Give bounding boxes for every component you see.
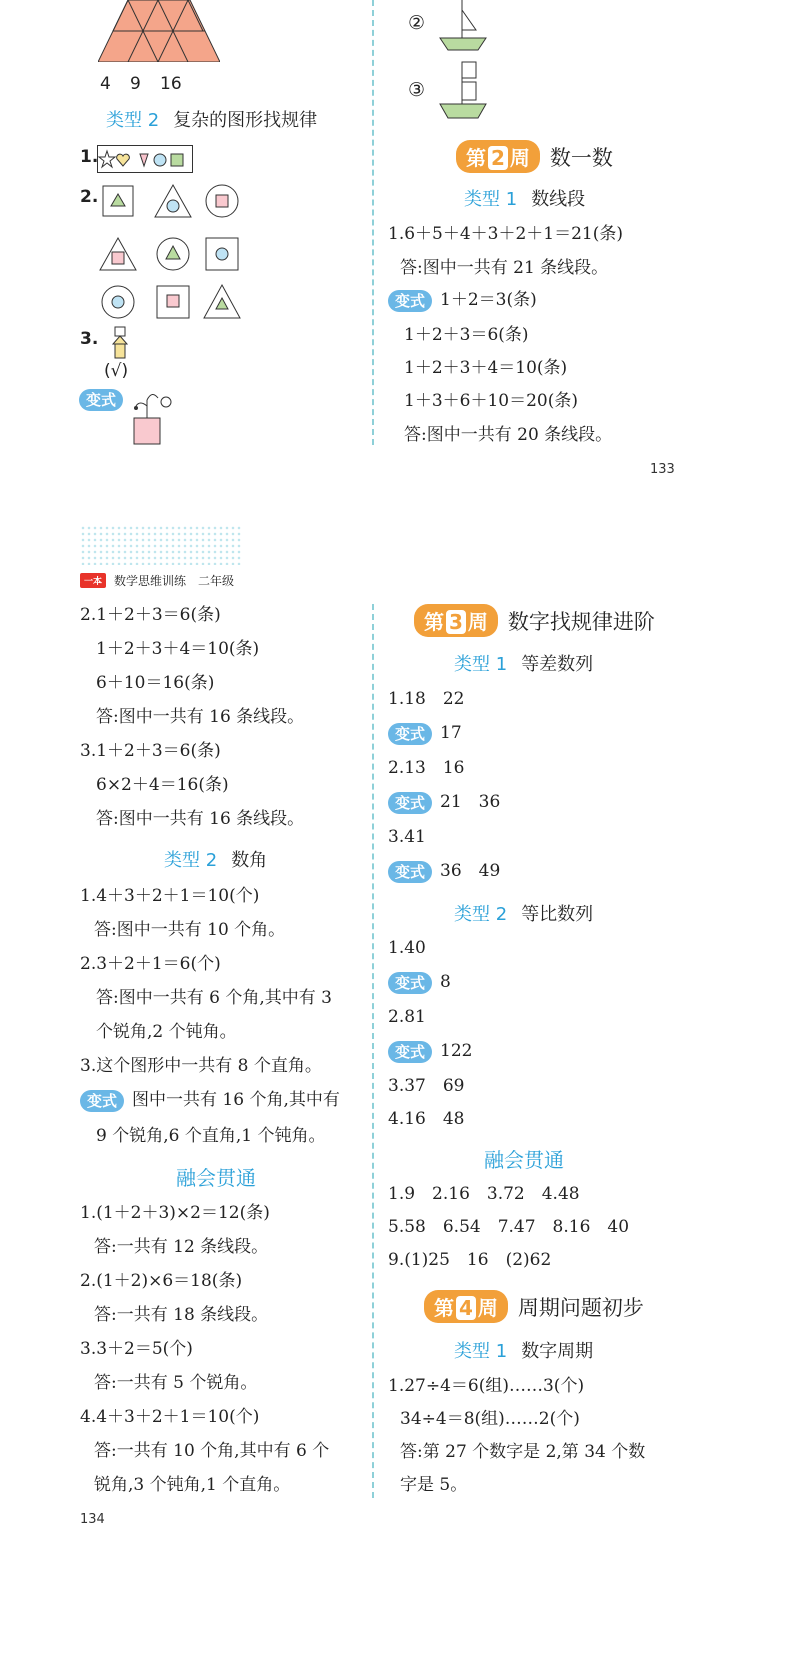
answer-line: 3.这个图形中一共有 8 个直角。 bbox=[80, 1056, 322, 1076]
answer-line: 1.(1＋2＋3)×2＝12(条) bbox=[80, 1203, 270, 1223]
answer-line: 答:图中一共有 16 条线段。 bbox=[96, 809, 305, 829]
answer-line: 答:一共有 12 条线段。 bbox=[94, 1237, 269, 1257]
arrow-shape-icon bbox=[112, 326, 128, 360]
answer-line: 变式 1＋2＝3(条) bbox=[388, 289, 537, 312]
answer-line: 1＋2＋3＝6(条) bbox=[404, 325, 529, 345]
answer-line: 答:第 27 个数字是 2,第 34 个数 bbox=[400, 1442, 646, 1462]
week3-type2-heading: 类型 2 等比数列 bbox=[454, 904, 594, 925]
answer-line: 6×2＋4＝16(条) bbox=[96, 775, 229, 795]
header-title: 数学思维训练 二年级 bbox=[114, 574, 235, 588]
boat-icon bbox=[438, 0, 490, 52]
answer-line: 答:一共有 10 个角,其中有 6 个 bbox=[94, 1441, 330, 1461]
answer-line: 1.6＋5＋4＋3＋2＋1＝21(条) bbox=[388, 224, 624, 244]
week-badge: 第 2 周 bbox=[456, 140, 540, 173]
pattern-shapes-box bbox=[97, 145, 193, 173]
answer-line: 4.4＋3＋2＋1＝10(个) bbox=[80, 1407, 260, 1427]
variant-badge: 变式 bbox=[388, 861, 432, 883]
triangle-icon bbox=[140, 154, 148, 166]
flower-pot-icon bbox=[130, 388, 176, 448]
answer-line: 34÷4＝8(组)……2(个) bbox=[400, 1409, 580, 1429]
answer-line: 锐角,3 个钝角,1 个直角。 bbox=[94, 1475, 291, 1495]
answer-line: 答:图中一共有 16 条线段。 bbox=[96, 707, 305, 727]
circle-icon bbox=[154, 154, 166, 166]
answer-line: 1＋3＋6＋10＝20(条) bbox=[404, 391, 578, 411]
variant-badge: 变式 bbox=[388, 792, 432, 814]
answer-line: 变式 8 bbox=[388, 971, 451, 994]
variant-badge: 变式 bbox=[388, 972, 432, 994]
column-divider-bottom bbox=[372, 604, 374, 1498]
week-badge: 第 4 周 bbox=[424, 1290, 508, 1323]
question-3-number: 3. bbox=[80, 329, 99, 349]
type2-heading-angles: 类型 2 数角 bbox=[164, 850, 268, 871]
answer-line: 变式 36 49 bbox=[388, 860, 500, 883]
week-title: 数字找规律进阶 bbox=[507, 609, 655, 634]
week-3-heading bbox=[414, 604, 655, 637]
answer-line: 答:一共有 5 个锐角。 bbox=[94, 1373, 258, 1393]
week-title: 数一数 bbox=[549, 145, 613, 170]
answer-line: 2.3＋2＋1＝6(个) bbox=[80, 954, 221, 974]
answer-line: 答:图中一共有 6 个角,其中有 3 bbox=[96, 988, 332, 1008]
answer-line: 9 个锐角,6 个直角,1 个钝角。 bbox=[96, 1126, 326, 1146]
answer-line: 答:图中一共有 10 个角。 bbox=[94, 920, 286, 940]
triangle-label-4: 4 bbox=[100, 74, 111, 94]
answer-line: 5.58 6.54 7.47 8.16 40 bbox=[388, 1217, 630, 1237]
brand-logo: 一本 bbox=[80, 573, 106, 588]
answer-line: 1.9 2.16 3.72 4.48 bbox=[388, 1184, 580, 1204]
answer-line: 2.13 16 bbox=[388, 758, 465, 778]
answer-line: 9.(1)25 16 (2)62 bbox=[388, 1250, 552, 1270]
week-4-heading bbox=[424, 1290, 644, 1323]
answer-line: 1＋2＋3＋4＝10(条) bbox=[96, 639, 260, 659]
week3-type1-heading: 类型 1 等差数列 bbox=[454, 654, 594, 675]
question-2-number: 2. bbox=[80, 187, 99, 207]
variant-badge: 变式 bbox=[388, 290, 432, 312]
answer-line: 1＋2＋3＋4＝10(条) bbox=[404, 358, 568, 378]
variant-badge: 变式 bbox=[80, 1090, 124, 1112]
answer-line: 个锐角,2 个钝角。 bbox=[96, 1022, 237, 1042]
type-tag: 类型 2 bbox=[106, 110, 160, 131]
answer-line: 2.1＋2＋3＝6(条) bbox=[80, 605, 221, 625]
answer-line: 变式 21 36 bbox=[388, 791, 500, 814]
section-title-right: 融会贯通 bbox=[484, 1148, 564, 1172]
answer-line: 答:一共有 18 条线段。 bbox=[94, 1305, 269, 1325]
boat-label-3: ③ bbox=[408, 79, 426, 101]
answer-line: 4.16 48 bbox=[388, 1109, 465, 1129]
square-icon bbox=[171, 154, 183, 166]
answer-line: 1.40 bbox=[388, 938, 426, 958]
answer-line: 1.27÷4＝6(组)……3(个) bbox=[388, 1376, 585, 1396]
column-divider-top bbox=[372, 0, 374, 445]
answer-line: 变式 17 bbox=[388, 722, 462, 745]
week2-type1-heading: 类型 1 数线段 bbox=[464, 189, 586, 210]
answer-line: 变式 122 bbox=[388, 1040, 472, 1063]
answer-line: 2.81 bbox=[388, 1007, 426, 1027]
triangle-label-9: 9 bbox=[130, 74, 141, 94]
answer-line: 3.1＋2＋3＝6(条) bbox=[80, 741, 221, 761]
triangle-grid-figure bbox=[98, 0, 220, 62]
variant-badge: 变式 bbox=[388, 723, 432, 745]
dot-pattern-decoration bbox=[80, 525, 242, 565]
type2-heading-top-left bbox=[106, 106, 317, 132]
type-title: 复杂的图形找规律 bbox=[173, 110, 318, 131]
answer-line: 2.(1＋2)×6＝18(条) bbox=[80, 1271, 243, 1291]
header-bar bbox=[80, 572, 234, 589]
week-title: 周期问题初步 bbox=[517, 1295, 644, 1320]
section-title-left: 融会贯通 bbox=[176, 1166, 256, 1190]
variant-badge-top-left: 变式 bbox=[79, 389, 131, 411]
week-badge: 第 3 周 bbox=[414, 604, 498, 637]
answer-line: 3.37 69 bbox=[388, 1076, 465, 1096]
triangle-label-16: 16 bbox=[160, 74, 182, 94]
star-icon bbox=[99, 151, 115, 167]
heart-icon bbox=[117, 154, 130, 166]
week4-type1-heading: 类型 1 数字周期 bbox=[454, 1341, 594, 1362]
answer-line: 6＋10＝16(条) bbox=[96, 673, 215, 693]
question-3-answer: (√) bbox=[104, 361, 129, 381]
answer-line: 3.41 bbox=[388, 827, 426, 847]
answer-line: 3.3＋2＝5(个) bbox=[80, 1339, 193, 1359]
answer-line: 1.4＋3＋2＋1＝10(个) bbox=[80, 886, 260, 906]
answer-line: 字是 5。 bbox=[400, 1475, 468, 1495]
answer-line: 答:图中一共有 21 条线段。 bbox=[400, 258, 609, 278]
page-number: 133 bbox=[650, 462, 675, 477]
answer-line: 答:图中一共有 20 条线段。 bbox=[404, 425, 613, 445]
boat-icon bbox=[438, 60, 490, 120]
shape-grid-figure bbox=[98, 182, 246, 322]
answer-line: 变式 图中一共有 16 个角,其中有 bbox=[80, 1089, 340, 1112]
page-number: 134 bbox=[80, 1512, 105, 1527]
boat-label-2: ② bbox=[408, 12, 426, 34]
question-1-number: 1. bbox=[80, 147, 99, 167]
variant-badge: 变式 bbox=[388, 1041, 432, 1063]
answer-line: 1.18 22 bbox=[388, 689, 465, 709]
week-2-heading bbox=[456, 140, 613, 173]
